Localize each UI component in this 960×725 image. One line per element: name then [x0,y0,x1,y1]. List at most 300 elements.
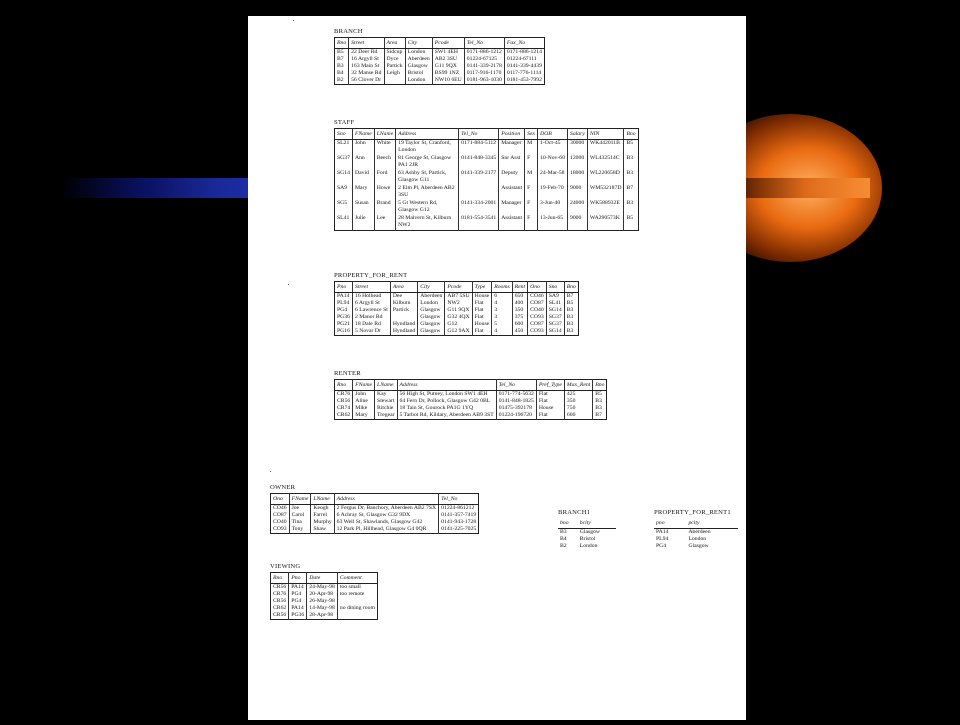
table-row [335,56,545,63]
table-cell: B3 [564,307,578,314]
table-cell: CO93 [273,526,287,532]
table-cell: B7 [593,412,607,420]
column-header: Street [349,38,384,49]
property-caption: PROPERTY_FOR_RENT [334,272,408,279]
table-cell: John [352,140,374,156]
table-cell: SL41 [337,215,350,221]
table-cell: Murphy [311,519,334,526]
table-cell: Partick [390,307,417,314]
column-header: Address [397,380,496,391]
table-cell: 450 [512,328,527,336]
table-header-row [271,573,378,584]
table-cell: CO46 [273,505,287,511]
table-cell: Mike [353,405,375,412]
renter-caption: RENTER [334,370,361,377]
table-row [335,155,639,170]
renter-table [334,379,607,420]
table-cell: House [472,293,492,301]
property1-table [654,518,738,550]
table-cell: PA14 [656,529,669,535]
table-cell: too small [337,584,377,592]
table-cell: B5 [564,300,578,307]
table-cell: 30000 [567,140,587,156]
table-cell: Bristol [405,70,432,77]
table-cell: 0171-774-5632 [496,391,536,399]
column-header: Tel_No [439,494,479,505]
table-cell: PL94 [656,536,669,542]
table-cell: B3 [593,398,607,405]
column-header: Position [499,129,525,140]
table-cell: CO93 [528,314,547,321]
table-cell: 01224-861212 [439,505,479,513]
table-cell: SG14 [546,307,564,314]
column-header: Pref_Type [536,380,564,391]
table-cell: Glasgow [405,63,432,70]
table-cell: Tina [289,519,311,526]
table-cell: Stewart [375,398,397,405]
table-row [271,591,378,598]
table-cell: 5 Tarbot Rd, Kildary, Aberdeen AB9 3ST [397,412,496,420]
table-cell: London [405,49,432,57]
table-cell: CR56 [273,584,287,590]
column-header: Sno [335,129,353,140]
column-header: Pcode [445,282,472,293]
table-row [335,398,607,405]
table-header-row [335,380,607,391]
table-cell: Glasgow [418,307,445,314]
table-cell: Aline [353,398,375,405]
staff-table-block [334,119,639,231]
table-cell: PL94 [337,300,350,306]
table-cell: Deputy [499,170,525,185]
table-cell: Flat [472,307,492,314]
table-cell: Assistant [499,215,525,231]
table-cell: B3 [560,529,567,535]
column-header: Bno [564,282,578,293]
column-header: Max_Rent [564,380,592,391]
table-row [271,519,479,526]
table-cell: House [536,405,564,412]
table-cell: PG36 [289,612,307,620]
table-cell: PA14 [337,293,350,299]
table-cell: Flat [536,412,564,420]
table-cell: B3 [624,155,638,170]
branch-table-block [334,28,545,85]
table-cell: B4 [337,70,344,76]
table-cell: 0141-334-2001 [459,200,499,215]
table-cell: 2 Elm Pl, Aberdeen AB2 3SU [396,185,459,200]
scan-speck [293,20,294,21]
table-cell: David [352,170,374,185]
viewing-table-block [270,563,378,620]
table-cell: G11 9QX [445,307,472,314]
table-row [271,612,378,620]
table-cell: 350 [564,398,592,405]
table-cell: Dee [390,293,417,301]
table-cell: SG37 [337,155,350,161]
column-header: LName [375,380,397,391]
table-cell: PG16 [337,328,350,334]
table-cell: PA14 [289,584,307,592]
table-cell: 5 Novar Dr [352,328,390,336]
table-cell: 01224-67111 [504,56,544,63]
table-cell: CO40 [528,307,547,314]
table-cell: 01224-196720 [496,412,536,420]
table-cell: 16 Holhead [352,293,390,301]
table-cell: 5 [492,321,512,328]
column-header: City [418,282,445,293]
table-cell: 01224-67125 [464,56,504,63]
table-cell [384,77,405,85]
table-cell: F [525,200,538,215]
column-header: FName [352,129,374,140]
table-cell: PA14 [289,605,307,612]
table-cell: SG14 [546,328,564,336]
table-cell: 28 Malvern St, Kilburn NW2 [396,215,459,231]
table-row [335,63,545,70]
table-cell: Ann [352,155,374,170]
column-header: Rooms [492,282,512,293]
table-cell: 12 Park Pl, Hillhead, Glasgow G4 0QR [334,526,438,534]
table-cell: B7 [564,293,578,301]
table-cell: London [579,543,598,549]
column-header: Ono [528,282,547,293]
table-cell: 425 [564,391,592,399]
column-header: Bno [593,380,607,391]
table-cell: SW1 4EH [432,49,464,57]
table-cell: 375 [512,314,527,321]
table-cell: SG37 [546,321,564,328]
table-cell: Mary [353,412,375,420]
table-row [335,307,579,314]
column-header: Area [390,282,417,293]
table-cell: Dyce [384,56,405,63]
table-cell: Keogh [311,505,334,513]
table-cell: SG37 [546,314,564,321]
column-header: Bno [335,38,349,49]
owner-table-block [270,484,479,534]
table-cell: CR74 [337,405,351,411]
table-cell: John [353,391,375,399]
table-cell: B7 [624,185,638,200]
table-cell: 22 Deer Rd [349,49,384,57]
table-row [271,584,378,592]
table-cell: 0181-963-1030 [464,77,504,85]
table-cell: Ford [374,170,395,185]
table-header-row [335,129,639,140]
table-cell: Partick [384,63,405,70]
table-cell: PG4 [289,591,307,598]
table-cell: Glasgow [418,321,445,328]
column-header: Comment [337,573,377,584]
column-header: Tel_No [496,380,536,391]
table-cell: WA290573K [587,215,624,231]
renter-table-block [334,370,607,420]
column-header: bno [558,518,578,529]
table-cell: 0141-848-1825 [496,398,536,405]
table-cell: Glasgow [688,543,709,549]
table-cell: CR56 [273,612,287,618]
table-cell: 1-Oct-45 [538,140,568,156]
table-cell: 163 Main St [349,63,384,70]
table-cell: CR56 [273,598,287,604]
table-cell: Hyndland [390,328,417,336]
table-row [335,49,545,57]
table-cell: Farrel [311,512,334,519]
table-header-row [558,518,616,529]
table-cell: NW2 [445,300,472,307]
table-cell: London [688,536,707,542]
table-row [335,215,639,231]
table-cell: PG21 [337,321,350,327]
table-cell: G12 [445,321,472,328]
table-cell: White [374,140,395,156]
table-cell: Sidcup [384,49,405,57]
column-header: FName [289,494,311,505]
table-row [335,77,545,85]
table-cell: 63 Ashby St, Partick, Glasgow G11 [396,170,459,185]
column-header: DOB [538,129,568,140]
table-cell: B5 [593,391,607,399]
table-cell: Flat [472,300,492,307]
table-cell: 600 [564,412,592,420]
column-header: Pno [335,282,353,293]
table-cell: Tony [289,526,311,534]
column-header: Pno [289,573,307,584]
table-cell: CR76 [337,391,351,397]
table-row [271,598,378,605]
table-cell: G12 9AX [445,328,472,336]
table-cell: AB7 5SU [445,293,472,301]
table-cell: CR62 [337,412,351,418]
table-cell: 9000 [567,215,587,231]
table-cell: B3 [624,170,638,185]
table-cell: Howe [374,185,395,200]
table-row [654,536,738,543]
table-cell: Glasgow [418,328,445,336]
table-cell [337,612,377,620]
column-header: Street [352,282,390,293]
table-cell: Manager [499,140,525,156]
table-row [558,543,616,550]
table-cell: Aberdeen [405,56,432,63]
viewing-table [270,572,378,620]
table-cell: SL41 [546,300,564,307]
table-cell: 0141-339-2178 [464,63,504,70]
table-row [335,140,639,156]
table-cell: London [405,77,432,85]
table-header-row [271,494,479,505]
table-cell: CO87 [528,321,547,328]
column-header: pcity [686,518,738,529]
table-cell: SG14 [337,170,350,176]
table-cell: 650 [512,293,527,301]
column-header: City [405,38,432,49]
table-header-row [335,38,545,49]
table-cell: WM532187D [587,185,624,200]
column-header: Salary [567,129,587,140]
table-cell: 6 Lawrence St [352,307,390,314]
table-cell: B4 [560,536,567,542]
table-cell: 64 Fern Dr, Pollock, Glasgow G42 0BL [397,398,496,405]
scan-speck [270,471,271,472]
table-cell: Flat [536,391,564,399]
property-table-block [334,272,579,336]
table-row [558,529,616,537]
table-cell: Glasgow [418,314,445,321]
table-cell: 750 [564,405,592,412]
document-page [248,16,746,720]
table-row [654,543,738,550]
scan-speck [288,284,289,285]
table-row [335,70,545,77]
table-cell: 2 Manor Rd [352,314,390,321]
table-cell: 19-Feb-70 [538,185,568,200]
table-cell: CR62 [273,605,287,611]
table-cell: CO93 [528,328,547,336]
table-cell: 63 Well St, Shawlands, Glasgow G42 [334,519,438,526]
table-cell: 0117-776-1114 [504,70,544,77]
table-row [335,170,639,185]
table-cell: 13-Jun-65 [538,215,568,231]
table-cell: SL21 [337,140,350,146]
table-cell: Flat [472,314,492,321]
table-cell: 3 [492,314,512,321]
table-cell: B5 [624,215,638,231]
table-cell: CO46 [528,293,547,301]
table-cell: 4 [492,328,512,336]
table-cell: BS99 1NZ [432,70,464,77]
table-cell: 0171-884-5112 [459,140,499,156]
table-cell: 14-May-98 [307,605,338,612]
table-cell: Carol [289,512,311,519]
column-header: Address [334,494,438,505]
property1-table-block [654,509,738,550]
table-cell: M [525,170,538,185]
table-cell: B3 [624,200,638,215]
table-cell: B5 [624,140,638,156]
table-header-row [654,518,738,529]
table-cell: NW10 6EU [432,77,464,85]
table-cell: WL220658D [587,170,624,185]
table-cell: 32 Manse Rd [349,70,384,77]
table-row [335,391,607,399]
table-cell: London [418,300,445,307]
table-cell: 01475-392178 [496,405,536,412]
table-cell: 2 Fergus Dr, Banchory, Aberdeen AB2 7SX [334,505,438,513]
table-cell: WL432514C [587,155,624,170]
table-cell: 19 Taylor St, Cranford, London [396,140,459,156]
table-cell: Beech [374,155,395,170]
column-header: bcity [578,518,616,529]
table-row [335,321,579,328]
column-header: Bno [624,129,638,140]
column-header: NIN [587,129,624,140]
property1-caption: PROPERTY_FOR_RENT1 [654,509,731,516]
table-cell: CO40 [273,519,287,525]
table-cell: PG4 [289,598,307,605]
table-row [271,526,479,534]
table-cell: 26-May-98 [307,598,338,605]
table-cell: Ritchie [375,405,397,412]
table-row [654,529,738,537]
table-row [335,314,579,321]
table-cell: 0141-848-3345 [459,155,499,170]
table-cell: 10-Nov-60 [538,155,568,170]
table-cell: 5 Gt Western Rd, Glasgow G12 [396,200,459,215]
table-cell: Glasgow [579,529,600,535]
table-cell: Susan [352,200,374,215]
table-cell: PG4 [337,307,348,313]
column-header: Ono [271,494,290,505]
table-cell: 0141-357-7419 [439,512,479,519]
table-row [335,200,639,215]
column-header: Rno [271,573,289,584]
table-cell: B7 [337,56,344,62]
table-cell: F [525,185,538,200]
table-row [271,512,479,519]
table-cell: 4 [492,300,512,307]
table-cell: 18000 [567,170,587,185]
table-cell: Julie [352,215,374,231]
column-header: Tel_No [459,129,499,140]
table-cell: 0141-339-4439 [504,63,544,70]
table-cell: Lee [374,215,395,231]
table-cell: Aberdeen [688,529,711,535]
table-cell: 0141-339-2177 [459,170,499,185]
property-table [334,281,579,336]
table-cell [390,314,417,321]
column-header: Address [396,129,459,140]
table-cell: Mary [352,185,374,200]
table-cell: Flat [472,328,492,336]
table-cell: B3 [564,314,578,321]
owner-caption: OWNER [270,484,296,491]
table-cell: G32 4QX [445,314,472,321]
table-cell: SG5 [337,200,348,206]
table-cell: F [525,155,538,170]
table-cell: G11 9QX [432,63,464,70]
table-row [335,405,607,412]
column-header: Pcode [432,38,464,49]
column-header: Tel_No [464,38,504,49]
branch-table [334,37,545,85]
branch-caption: BRANCH [334,28,363,35]
column-header: Sex [525,129,538,140]
table-cell: CR56 [337,398,351,404]
table-cell: 350 [512,307,527,314]
table-row [335,293,579,301]
table-cell: 20-Apr-98 [307,591,338,598]
table-cell: 18 Dale Rd [352,321,390,328]
table-cell: PG36 [337,314,350,320]
table-cell: 600 [512,321,527,328]
table-cell: 56 High St, Putney, London SW1 4EH [397,391,496,399]
table-cell: 56 Clover Dr [349,77,384,85]
owner-table [270,493,479,534]
table-cell: CR76 [273,591,287,597]
table-cell [459,185,499,200]
column-header: LName [374,129,395,140]
table-cell: Joe [289,505,311,513]
column-header: Type [472,282,492,293]
table-cell: Aberdeen [418,293,445,301]
table-cell: SA9 [337,185,348,191]
column-header: LName [311,494,334,505]
table-cell: 6 Achray St, Glasgow G32 9DX [334,512,438,519]
table-cell: Manager [499,200,525,215]
table-cell: B3 [564,328,578,336]
